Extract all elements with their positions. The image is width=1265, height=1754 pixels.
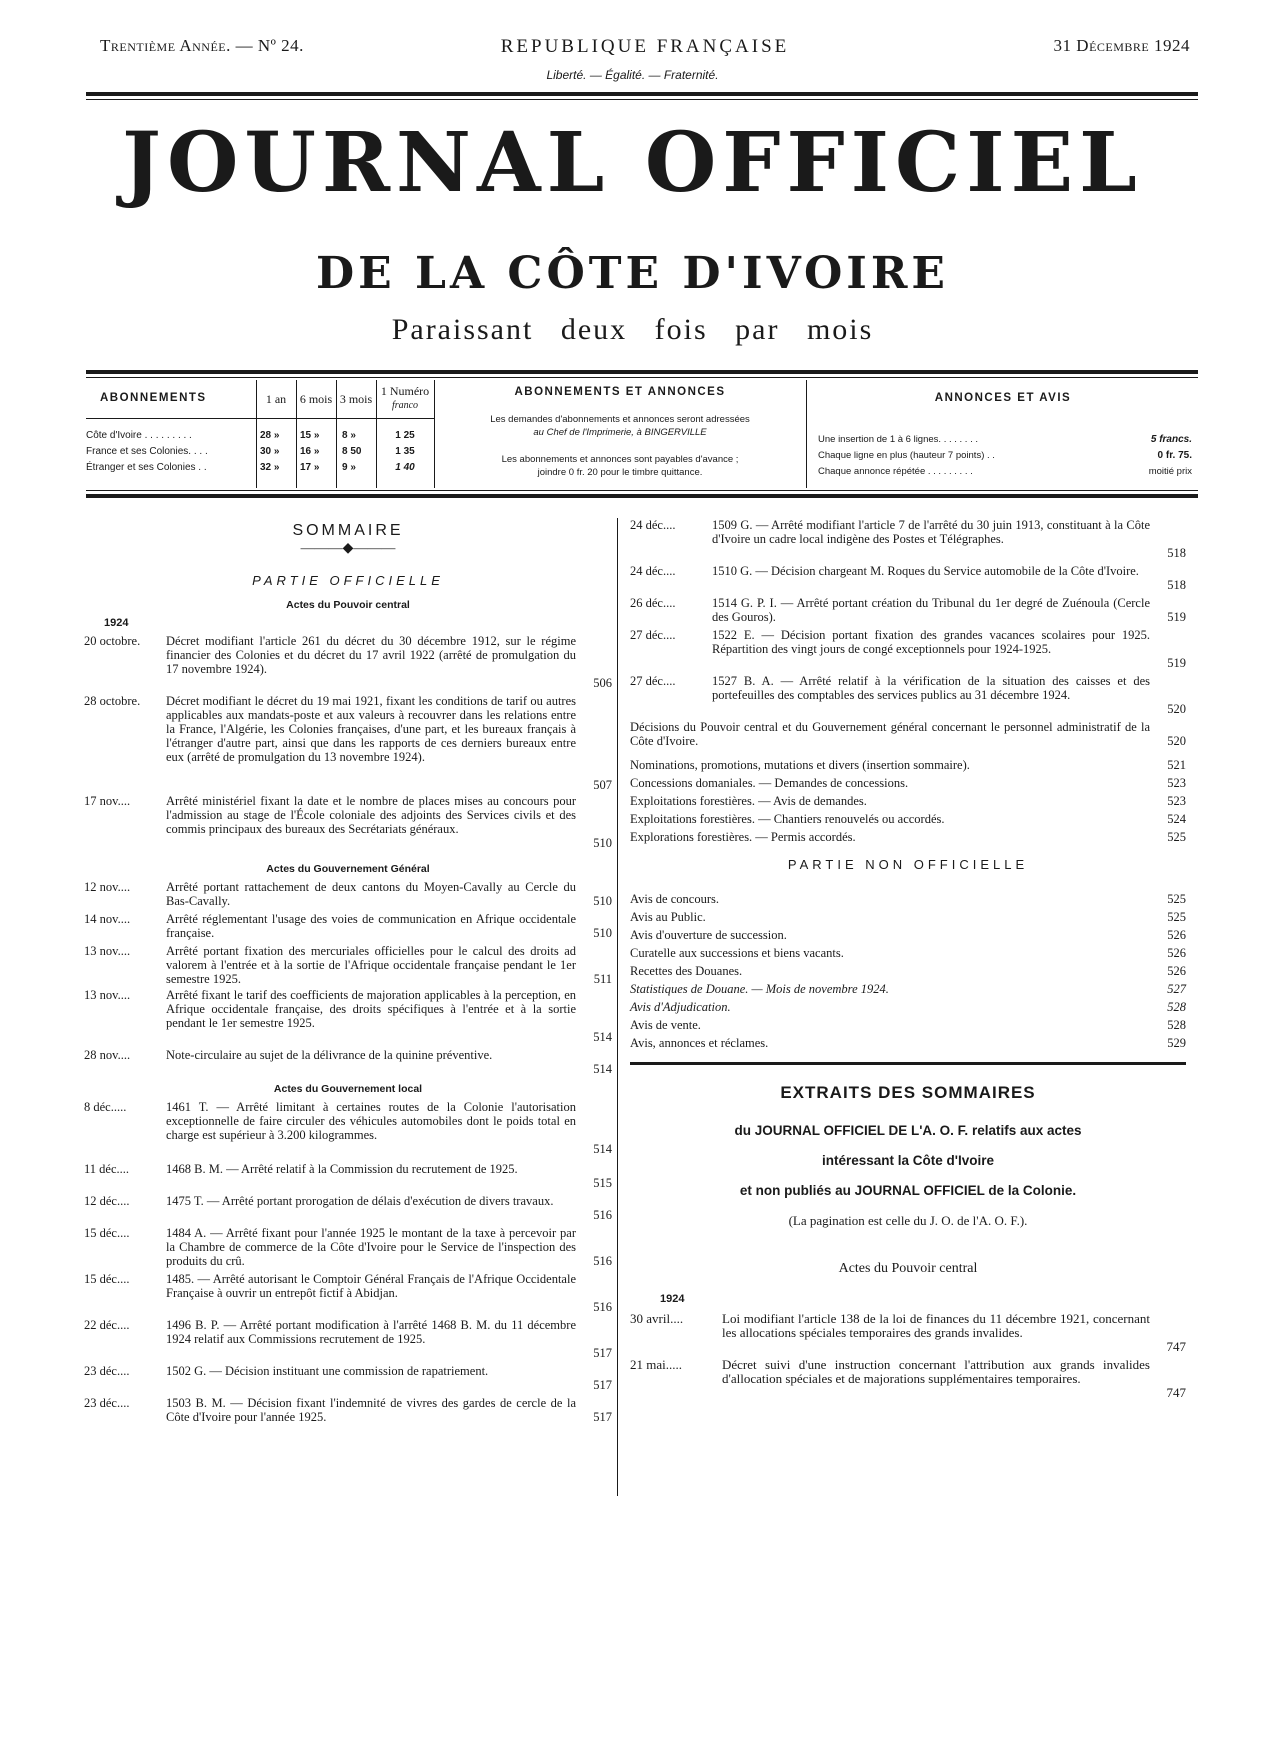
abonnements-line-2: au Chef de l'Imprimerie, à BINGERVILLE xyxy=(533,427,707,438)
header-rule xyxy=(86,92,1198,96)
annonce-row-price: moitié prix xyxy=(1148,466,1192,477)
entry-text: 1503 B. M. — Décision fixant l'indemnité de vivres des gardes de cercle de la Côte d'Ivoire pour l'année 1925. xyxy=(166,1396,576,1424)
extraits-line-2: intéressant la Côte d'Ivoire xyxy=(821,1153,994,1168)
motto: Liberté. — Égalité. — Fraternité. xyxy=(546,68,719,82)
year-heading: 1924 xyxy=(104,617,129,629)
entry-date: 22 déc.... xyxy=(84,1318,130,1332)
entry-page: 517 xyxy=(593,1410,612,1424)
entry-date: 28 octobre. xyxy=(84,694,141,708)
entry-date: 12 déc.... xyxy=(84,1194,130,1208)
entry-date: 23 déc.... xyxy=(84,1364,130,1378)
actes-pouvoir-central-heading: Actes du Pouvoir central xyxy=(286,599,410,611)
entry-date: 13 nov.... xyxy=(84,988,131,1002)
entry-text: Loi modifiant l'article 138 de la loi de finances du 11 décembre 1921, concernant les allocations spéciales temporaires des grands invalides. xyxy=(722,1311,1150,1340)
entry-page: 514 xyxy=(593,1142,612,1156)
sub-row-1an: 28 » xyxy=(260,430,280,441)
sub-row-numero: 1 25 xyxy=(395,430,415,441)
entry-date: 27 déc.... xyxy=(630,674,676,688)
extraits-line-1: du JOURNAL OFFICIEL DE L'A. O. F. relatifs aux actes xyxy=(734,1123,1082,1138)
entry-text: 1522 E. — Décision portant fixation des grandes vacances scolaires pour 1925. Répartition des vingt jours de congé exceptionnels pour 1924-1925. xyxy=(712,628,1150,656)
entry-text: 1484 A. — Arrêté fixant pour l'année 1925 le montant de la taxe à percevoir par la Chambre de commerce de la Côte d'Ivoire pour le Service de l'inspection des produits du crû. xyxy=(166,1226,576,1268)
sommaire-entry xyxy=(84,694,612,792)
issue-date: 31 Décembre 1924 xyxy=(1053,36,1190,55)
annonce-row-label: Une insertion de 1 à 6 lignes. . . . . . . . xyxy=(818,434,979,445)
abonnements-line-4: joindre 0 fr. 20 pour le timbre quittance. xyxy=(537,467,703,478)
entry-text: 1510 G. — Décision chargeant M. Roques du Service automobile de la Côte d'Ivoire. xyxy=(712,564,1139,578)
entry-page: 747 xyxy=(1166,1339,1186,1354)
entry-page: 517 xyxy=(593,1378,612,1392)
entry-text: Arrêté portant fixation des mercuriales officielles pour le calcul des droits ad valorem à l'entrée et à la sortie de l'Afrique occidentale française pendant le 1er semestre 1925. xyxy=(166,944,576,986)
year-issue-label: Trentième Année. — Nº 24. xyxy=(100,36,304,55)
entry-date: 14 nov.... xyxy=(84,912,131,926)
decisions-page: 520 xyxy=(1167,734,1186,748)
sub-row-label: Côte d'Ivoire . . . . . . . . . xyxy=(86,430,192,441)
masthead-subtitle: DE LA CÔTE D'IVOIRE xyxy=(316,248,949,299)
extraits-line-3: et non publiés au JOURNAL OFFICIEL de la Colonie. xyxy=(739,1183,1077,1198)
sommaire-divider: ———◆——— xyxy=(300,541,396,556)
entry-text: Arrêté portant rattachement de deux cantons du Moyen-Cavally au Cercle du Bas-Cavally. xyxy=(166,880,576,908)
subscription-bottom-rule-thin xyxy=(86,490,1198,491)
entry-page: 519 xyxy=(1167,656,1186,670)
partie-non-officielle-title: PARTIE NON OFFICIELLE xyxy=(787,857,1029,872)
sub-row-label: France et ses Colonies. . . . xyxy=(86,446,208,457)
entry-page: 518 xyxy=(1167,578,1186,592)
col-header-numero: 1 Numéro xyxy=(380,384,430,398)
column-separator xyxy=(617,518,618,1496)
sommaire-entry xyxy=(84,1318,612,1360)
entry-page: 517 xyxy=(593,1346,612,1360)
sommaire-entry xyxy=(84,1364,612,1392)
sommaire-entry xyxy=(84,634,612,690)
entry-page: 514 xyxy=(593,1062,612,1076)
entry-page: 510 xyxy=(593,926,612,940)
sub-row-numero: 1 40 xyxy=(395,462,415,473)
entry-page: 518 xyxy=(1167,546,1186,560)
entry-text: Décret suivi d'une instruction concernant l'attribution aux grands invalides d'allocation spéciales et de majorations supplémentaires temporaires. xyxy=(722,1357,1150,1386)
entry-page: 520 xyxy=(1167,702,1186,716)
entry-text: 1527 B. A. — Arrêté relatif à la vérification de la situation des caisses et des portefeuilles des comptables des services publics au 31 décembre 1924. xyxy=(712,674,1150,702)
annonces-avis-title: ANNONCES ET AVIS xyxy=(934,392,1072,404)
entry-text: 1514 G. P. I. — Arrêté portant création du Tribunal du 1er degré de Zuénoula (Cercle des Gouros). xyxy=(712,596,1150,624)
abonnements-line-1: Les demandes d'abonnements et annonces seront adressées xyxy=(490,414,750,425)
extraits-title: EXTRAITS DES SOMMAIRES xyxy=(780,1083,1036,1102)
entry-text: Décret modifiant l'article 261 du décret du 30 décembre 1912, sur le régime financier des Colonies et du décret du 17 avril 1922 (arrêté de promulgation du 17 novembre 1924). xyxy=(166,634,576,676)
subscription-bottom-rule xyxy=(86,494,1198,498)
subscription-top-rule xyxy=(86,370,1198,374)
entry-text: 1502 G. — Décision instituant une commission de rapatriement. xyxy=(166,1364,489,1378)
entry-page: 514 xyxy=(593,1030,612,1044)
entry-page: 506 xyxy=(593,676,612,690)
entry-date: 23 déc.... xyxy=(84,1396,130,1410)
entry-date: 26 déc.... xyxy=(630,596,676,610)
col-header-3-mois: 3 mois xyxy=(339,392,373,406)
aof-actes-heading: Actes du Pouvoir central xyxy=(838,1261,978,1276)
entry-page: 510 xyxy=(593,894,612,908)
sommaire-entry xyxy=(84,1162,612,1190)
masthead-title: JOURNAL OFFICIEL xyxy=(122,115,1143,211)
col-header-6-mois: 6 mois xyxy=(299,392,333,406)
sommaire-entry xyxy=(84,880,612,908)
sommaire-entry xyxy=(84,1100,612,1156)
entry-date: 27 déc.... xyxy=(630,628,676,642)
entry-page: 507 xyxy=(593,778,612,792)
entry-date: 12 nov.... xyxy=(84,880,131,894)
sommaire-entry xyxy=(84,912,612,940)
entry-date: 30 avril.... xyxy=(630,1311,684,1326)
sub-row-6mois: 15 » xyxy=(300,430,320,441)
pagination-note: (La pagination est celle du J. O. de l'A. O. F.). xyxy=(788,1213,1028,1228)
sommaire-entry xyxy=(84,794,612,850)
sub-row-3mois: 8 50 xyxy=(342,446,362,457)
sub-row-label: Étranger et ses Colonies . . xyxy=(86,462,207,473)
abonnements-line-3: Les abonnements et annonces sont payables d'avance ; xyxy=(501,454,739,465)
partie-officielle-title: PARTIE OFFICIELLE xyxy=(252,573,444,588)
entry-text: Décret modifiant le décret du 19 mai 1921, fixant les conditions de tarif ou autres applicables aux mandats-poste et aux valeurs à recouvrer dans les relations entre la France, l'Algérie, les Colonies françaises, d'une part, et les bureaux français à l'étranger d'autre part, ainsi que dans les rapports de ces derniers bureaux entre eux (arrêté de promulgation du 13 novembre 1924). xyxy=(166,694,576,764)
decisions-text: Décisions du Pouvoir central et du Gouvernement général concernant le personnel administratif de la Côte d'Ivoire. xyxy=(630,720,1150,748)
entry-date: 24 déc.... xyxy=(630,564,676,578)
entry-text: 1485. — Arrêté autorisant le Comptoir Général Français de l'Afrique Occidentale Française à ouvrir un entrepôt fictif à Abidjan. xyxy=(166,1272,576,1300)
entry-page: 510 xyxy=(593,836,612,850)
sommaire-entry xyxy=(84,988,612,1044)
header-topline xyxy=(100,36,1190,60)
entry-page: 515 xyxy=(593,1176,612,1190)
sub-row-1an: 32 » xyxy=(260,462,280,473)
sommaire-entry xyxy=(84,1226,612,1268)
entry-page: 516 xyxy=(593,1300,612,1314)
aof-entry xyxy=(630,1312,1186,1354)
sommaire-title: SOMMAIRE xyxy=(292,522,404,539)
entry-page: 519 xyxy=(1167,610,1186,624)
entry-page: 516 xyxy=(593,1254,612,1268)
sub-row-3mois: 9 » xyxy=(342,462,356,473)
sommaire-entry xyxy=(84,1396,612,1424)
subscription-top-rule-thin xyxy=(86,377,1198,378)
entry-date: 8 déc..... xyxy=(84,1100,127,1114)
entry-date: 20 octobre. xyxy=(84,634,141,648)
entry-date: 15 déc.... xyxy=(84,1272,130,1286)
entry-text: Note-circulaire au sujet de la délivrance de la quinine préventive. xyxy=(166,1048,493,1062)
header-rule-thin xyxy=(86,99,1198,100)
sommaire-entry xyxy=(630,628,1186,670)
entry-text: Arrêté fixant le tarif des coefficients de majoration applicables à la perception, en Afrique occidentale française, des droits spécifiques à l'entrée et à la sortie pendant le 1er semestre 1925. xyxy=(166,988,576,1030)
sub-row-3mois: 8 » xyxy=(342,430,356,441)
entry-text: 1509 G. — Arrêté modifiant l'article 7 de l'arrêté du 30 juin 1913, constituant à la Côte d'Ivoire un cadre local indigène des Postes et Télégraphes. xyxy=(712,518,1150,546)
abonnements-annonces-title: ABONNEMENTS ET ANNONCES xyxy=(514,386,726,398)
actes-gouv-local-heading: Actes du Gouvernement local xyxy=(273,1083,423,1095)
entry-text: 1468 B. M. — Arrêté relatif à la Commission du recrutement de 1925. xyxy=(166,1162,518,1176)
sommaire-entry xyxy=(630,564,1186,592)
entry-text: 1475 T. — Arrêté portant prorogation de délais d'exécution de divers travaux. xyxy=(166,1194,554,1208)
annonce-row-label: Chaque ligne en plus (hauteur 7 points) . . xyxy=(818,450,995,461)
entry-page: 511 xyxy=(593,972,612,986)
left-column xyxy=(84,518,612,1518)
entry-page: 516 xyxy=(593,1208,612,1222)
publication-frequency: Paraissant deux fois par mois xyxy=(391,313,874,346)
aof-entry xyxy=(630,1358,1186,1400)
sommaire-entry xyxy=(84,1048,612,1076)
sub-row-1an: 30 » xyxy=(260,446,280,457)
aof-year-heading: 1924 xyxy=(660,1293,685,1305)
col-header-franco: franco xyxy=(391,400,419,411)
sub-row-6mois: 17 » xyxy=(300,462,320,473)
extraits-rule xyxy=(630,1062,1186,1065)
republic-label: REPUBLIQUE FRANÇAISE xyxy=(500,36,790,57)
sommaire-entry xyxy=(630,674,1186,716)
entry-text: Arrêté ministériel fixant la date et le nombre de places mises au concours pour l'admission au stage de l'École coloniale des adjoints des Services civils et des commis principaux des bureaux des Secrétariats généraux. xyxy=(166,794,576,836)
entry-text: 1496 B. P. — Arrêté portant modification à l'arrêté 1468 B. M. du 11 décembre 1924 relatif aux Commissions recrutement de 1925. xyxy=(166,1318,576,1346)
sommaire-entry xyxy=(630,596,1186,624)
entry-text: Arrêté réglementant l'usage des voies de communication en Afrique occidentale française. xyxy=(166,912,576,940)
col-header-1-an: 1 an xyxy=(265,392,287,406)
entry-page: 747 xyxy=(1166,1385,1186,1400)
sub-row-numero: 1 35 xyxy=(395,446,415,457)
entry-date: 11 déc.... xyxy=(84,1162,130,1176)
right-column: 24 déc.... 1509 G. — Arrêté modifiant l'article 7 de l'arrêté du 30 juin 1913, constituant à la Côte d'Ivoire un cadre local indigène des Postes et Télégraphes. 518 24 déc.... 1510 G. — Décision chargeant M. Roques du Service automobile de la Côte d'Ivoire. 518 26 déc.... 1514 G. P. I. — Arrêté portant création du Tribunal du 1er degré de Zuénoula (Cercle des Gouros). 519 27 déc.... 1522 E. — Décision portant fixation des grandes vacances scolaires pour 1925. Répartition des vingt jours de congé exceptionnels pour 1924-1925. 519 27 déc.... 1527 B. A. — Arrêté relatif à la vérification de la situation des caisses et des portefeuilles des comptables des services publics au 31 décembre 1924. 520 Décisions du Pouvoir central et du Gouvernement général concernant le personnel administratif de la Côte d'Ivoire. 520 Nominations, promotions, mutations et divers (insertion sommaire). 521 Concessions domaniales. — Demandes de concessions. 523 Exploitations forestières. — Avis de demandes. 523 Exploitations forestières. — Chantiers renouvelés ou accordés. 524 Explorations forestières. — Permis accordés. 525 PARTIE NON OFFICIELLE Avis de concours. 525 Avis au Public. 525 Avis d'ouverture de succession. 526 Curatelle aux successions et biens vacants. 526 Recettes des Douanes. 526 Statistiques de Douane. — Mois de novembre 1924. 527 Avis d'Adjudication. 528 Avis de vente. 528 Avis, annonces et réclames. 529 EXTRAITS DES SOMMAIRES du JOURNAL OFFICIEL DE L'A. O. F. relatifs aux actes intéressant la Côte d'Ivoire et non publiés au JOURNAL OFFICIEL de la Colonie. (La pagination est celle du J. O. de l'A. O. F.). Actes du Pouvoir central 1924 30 avril.... Loi modifiant l'article 138 de la loi de finances du 11 décembre 1921, concernant les allocations spéciales temporaires des grands invalides. 747 21 mai..... Décret suivi d'une instruction concernant l'attribution aux grands invalides d'allocation spéciales et de majorations supplémentaires temporaires. 747 xyxy=(630,518,1186,1400)
sommaire-entry xyxy=(84,1194,612,1222)
sommaire-entry xyxy=(630,518,1186,560)
entry-date: 17 nov.... xyxy=(84,794,131,808)
annonce-row-price: 5 francs. xyxy=(1150,434,1192,445)
entry-date: 13 nov.... xyxy=(84,944,131,958)
subscriptions-title: ABONNEMENTS xyxy=(100,392,207,404)
entry-date: 24 déc.... xyxy=(630,518,676,532)
entry-date: 28 nov.... xyxy=(84,1048,131,1062)
sub-row-6mois: 16 » xyxy=(300,446,320,457)
entry-date: 15 déc.... xyxy=(84,1226,130,1240)
annonce-row-price: 0 fr. 75. xyxy=(1157,450,1192,461)
entry-text: 1461 T. — Arrêté limitant à certaines routes de la Colonie l'autorisation exceptionnelle de faire circuler des véhicules automobiles dont le poids total en charge est supérieur à 3.200 kilogrammes. xyxy=(166,1100,576,1142)
annonce-row-label: Chaque annonce répétée . . . . . . . . . xyxy=(818,466,973,477)
subscription-box xyxy=(86,380,1198,488)
sommaire-entry xyxy=(84,1272,612,1314)
sommaire-entry xyxy=(84,944,612,986)
entry-date: 21 mai..... xyxy=(630,1357,682,1372)
actes-gouv-general-heading: Actes du Gouvernement Général xyxy=(266,863,430,875)
